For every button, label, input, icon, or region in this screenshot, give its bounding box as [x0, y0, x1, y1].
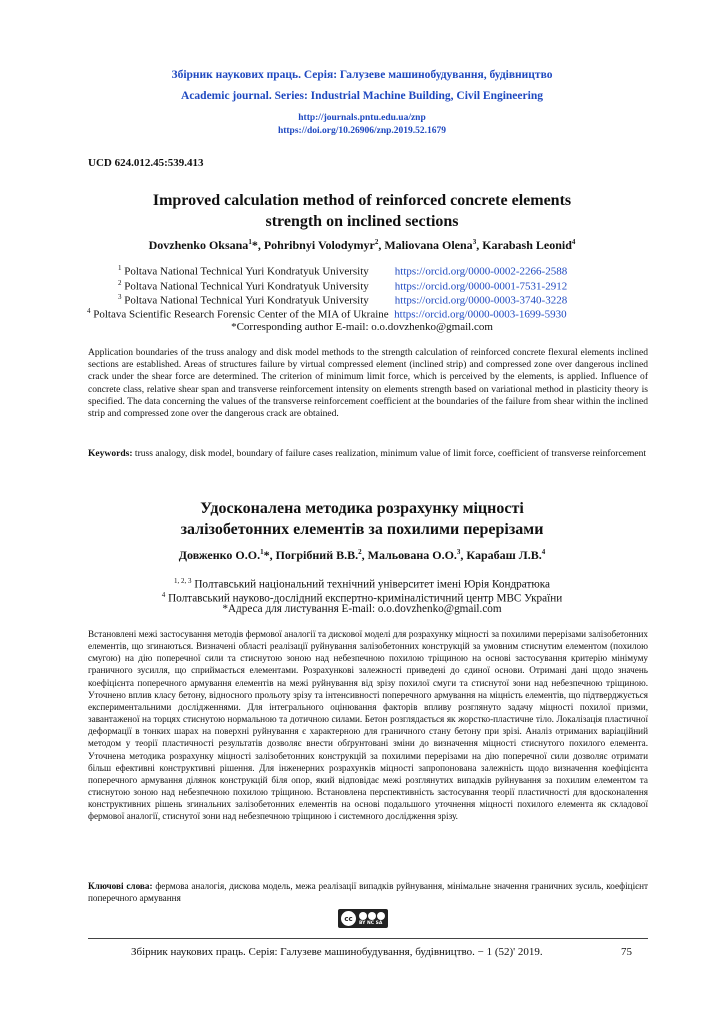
keywords-en-label: Keywords: [88, 448, 133, 459]
page-number: 75 [621, 946, 632, 958]
corresponding-author-en: *Corresponding author E-mail: o.o.dovzhenko@gmail.com [231, 321, 493, 333]
by-icon [359, 912, 367, 920]
author-ua-4: Карабаш Л.В.$^4$ [466, 548, 546, 562]
footer-journal: Збірник наукових праць. Серія: Галузеве машинобудування, будівництво. − 1 (52)' 2019. [131, 946, 543, 958]
author-en-2: Pohribnyi Volodymyr$^2$, [263, 238, 385, 252]
license-label: BY NC SA [359, 920, 383, 926]
keywords-ua-label: Ключові слова: [88, 881, 153, 891]
keywords-en-text: truss analogy, disk model, boundary of failure cases realization, minimum value of limit force, coefficient of transverse reinforcement [132, 448, 647, 459]
author-en-1: Dovzhenko Oksana$^1$*, [148, 238, 264, 252]
cc-logo-icon: cc [340, 910, 357, 927]
title-en-line-2: strength on inclined sections [265, 213, 459, 230]
abstract-en: Application boundaries of the truss analogy and disk model methods to the strength calculation of reinforced concrete flexural elements inclined sections are established. Areas of structures failure by virtual compressed element (inclined strip) and compressed zone over dangerous inclined crack under the shear force are determined. The criterion of minimum limit force, which is perceived by the elements, is applied. Influence of concrete class, relative shear span and transverse reinforcement intensity on elements strength based on variational method in plasticity theory is specified. The data concerning the values of the transverse reinforcement coefficient at the boundaries of the failure from shear within the inclined strip and compressed zone over the dangerous crack are obtained. [88, 347, 648, 420]
affiliation-en-4: $^4$ Poltava Scientific Research Forensic Center of the MIA of Ukraine https://orcid.org/0000-0003-1699-5930 [87, 307, 567, 321]
paper-title-ua [0, 498, 724, 540]
affiliation-en-3: $^3$ Poltava National Technical Yuri Kondratyuk University https://orcid.org/0000-0003-3740-3228 [118, 293, 568, 307]
keywords-ua [88, 880, 648, 904]
keywords-ua-text: фермова аналогія, дискова модель, межа реалізації випадків руйнування, мінімальне значення граничних зусиль, коефіцієнт поперечного армування [88, 881, 648, 904]
journal-title-en: Academic journal. Series: Industrial Machine Building, Civil Engineering [181, 90, 543, 102]
nc-icon [368, 912, 376, 920]
paper-title-en [0, 190, 724, 232]
title-ua-line-1: Удосконалена методика розрахунку міцності [200, 500, 524, 517]
creative-commons-by-nc-sa-icon[interactable] [338, 909, 388, 928]
keywords-en [88, 448, 648, 460]
orcid-link-3[interactable]: https://orcid.org/0000-0003-3740-3228 [394, 294, 568, 307]
footer-divider [88, 938, 648, 939]
corresponding-author-ua: *Адреса для листування E-mail: o.o.dovzhenko@gmail.com [222, 603, 502, 615]
journal-title-ua: Збірник наукових праць. Серія: Галузеве машинобудування, будівництво [171, 69, 553, 81]
title-ua-line-2: залізобетонних елементів за похилими перерізами [180, 521, 544, 538]
affiliation-ua-2: $^4$ Полтавський науково-дослідний експертно-криміналістичний центр МВС України [161, 591, 563, 605]
orcid-link-1[interactable]: https://orcid.org/0000-0002-2266-2588 [394, 265, 568, 278]
affiliation-en-2: $^2$ Poltava National Technical Yuri Kondratyuk University https://orcid.org/0000-0001-7531-2912 [118, 279, 568, 293]
author-ua-2: Погрібний В.В.$^2$, [275, 548, 368, 562]
authors-ua [0, 548, 724, 563]
abstract-ua: Встановлені межі застосування методів фермової аналогії та дискової моделі для розрахунку міцності за похилими перерізами залізобетонних елементів, що згинаються. Визначені області реалізації руйнування залізобетонних конструкцій за умовним стиснутим елементом (похилою смугою) на дію поперечної сили та стиснутою зоною над небезпечною похилою тріщиною на основі застосування критерію мінімуму граничного зусилля, що сприймається елементами. Розрахункові залежності приведені до єдиної основи. Отримані дані щодо значень коефіцієнта поперечного армування елементів на межі руйнування від зрізу похилої смуги та стиснутої зони над небезпечною тріщиною. Уточнено вплив класу бетону, відносного прольоту зрізу та інтенсивності поперечного армування на міцність елементів, що підтверджується експериментальними дослідженнями. Для інтегрального оцінювання факторів впливу розглянуто задачу міцності похилої призми, завантаженої на торцях стиснутою нормальною та дотичною силами. Бетон розглядається як жорстко-пластичне тіло. Локалізація пластичної деформації в тонких шарах на поверхні руйнування є характерною для граничного стану бетону при зрізі. Аналіз отриманих варіаційний методом у теорії пластичності результатів дозволяє внести обґрунтовані зміни до визначення міцності стиснутого похилого елемента. Уточнена методика розрахунку міцності залізобетонних конструкцій за похилими перерізами на дію поперечної сили дозволяє отримати більш ефективні конструктивні рішення. Для інженерних розрахунків міцності запропонована залежність щодо визначення коефіцієнта поперечного армування ділянок конструкцій біля опор, який відповідає межі розглянутих випадків руйнування за похилим елементом та стиснутою зоною над небезпечною похилою тріщиною. Встановлена перспективність застосування теорії пластичності для вдосконалення конструктивних рішень згинальних залізобетонних елементів на основі подальшого уточнення міцності похилого елемента як складової фермової аналогії, стиснутої зони над небезпечною тріщиною і системного дослідження зрізу. [88, 629, 648, 822]
author-ua-3: Мальована О.О.$^3$, [367, 548, 467, 562]
title-en-line-1: Improved calculation method of reinforced concrete elements [152, 192, 572, 209]
affiliation-en-1: $^1$ Poltava National Technical Yuri Kondratyuk University https://orcid.org/0000-0002-2266-2588 [118, 264, 568, 278]
journal-url-link[interactable]: http://journals.pntu.edu.ua/znp [298, 113, 426, 123]
affiliation-ua-1: $^{1, 2, 3}$ Полтавський національний технічний університет імені Юрія Кондратюка [174, 577, 550, 591]
orcid-link-4[interactable]: https://orcid.org/0000-0003-1699-5930 [394, 308, 567, 321]
doi-link[interactable]: https://doi.org/10.26906/znp.2019.52.1679 [277, 126, 447, 136]
author-ua-1: Довженко О.О.$^1$*, [178, 548, 276, 562]
udc-code: UCD 624.012.45:539.413 [88, 157, 204, 169]
author-en-3: Maliovana Olena$^3$, [384, 238, 483, 252]
sa-icon [377, 912, 385, 920]
authors-en [0, 238, 724, 253]
author-en-4: Karabash Leonid$^4$ [482, 238, 576, 252]
orcid-link-2[interactable]: https://orcid.org/0000-0001-7531-2912 [394, 280, 568, 293]
